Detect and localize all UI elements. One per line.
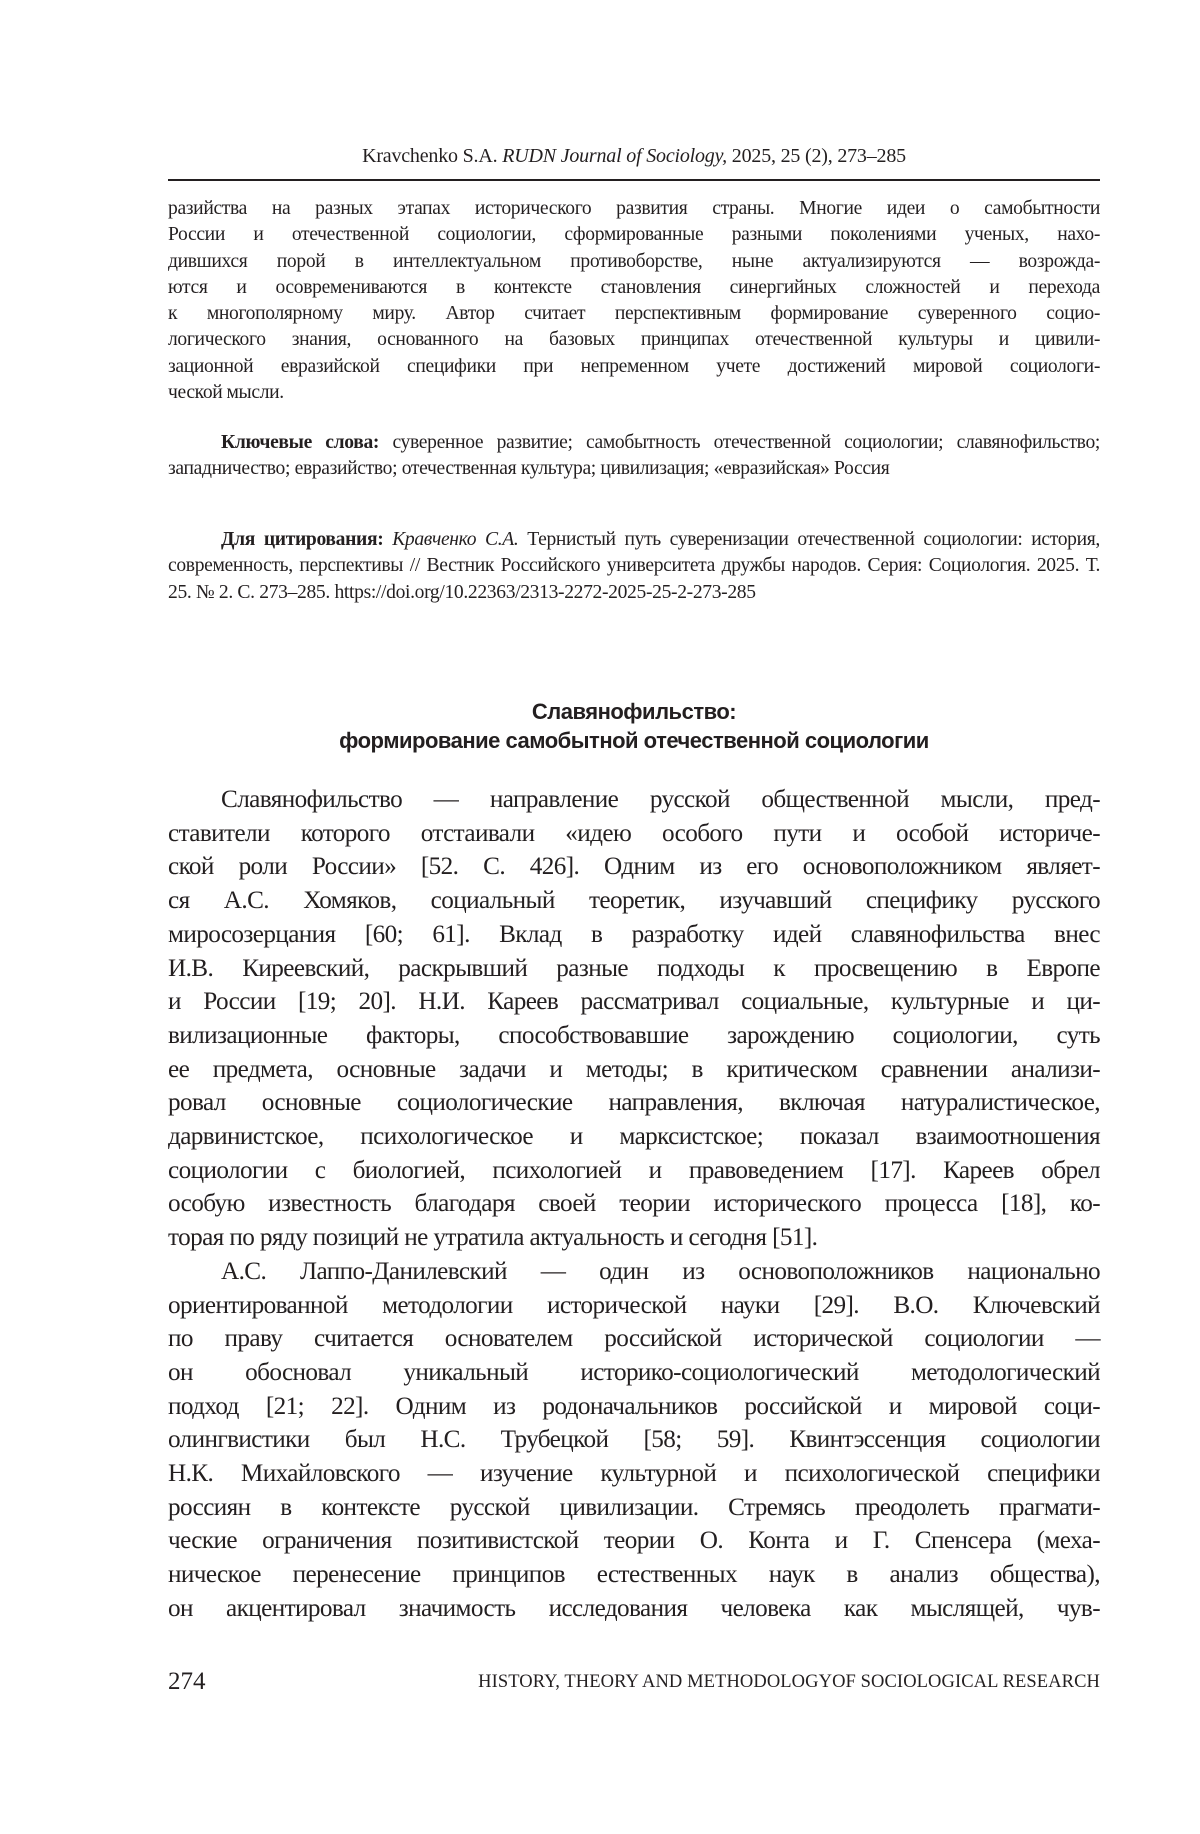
keywords xyxy=(168,430,1100,483)
running-head-author: Kravchenko S.A. xyxy=(362,145,498,167)
paragraph-1 xyxy=(168,783,1100,1255)
citation-author: Кравченко С.А. xyxy=(392,529,519,550)
keywords-text: суверенное развитие; самобытность отечественной социологии; славянофильство; западничество; евразийство; отечественная культура; цивилизация; «евразийская» Россия xyxy=(168,432,1100,480)
abstract-line: логического знания, основанного на базовых принципах отечественной культуры и цивили- xyxy=(168,329,1100,351)
citation-doi-link[interactable]: https://doi.org/10.22363/2313-2272-2025-25-2-273-285 xyxy=(334,581,756,603)
body-line: ническое перенесение принципов естественных наук в анализ общества), xyxy=(168,1561,1100,1589)
section-heading xyxy=(168,697,1100,755)
citation-label: Для цитирования: xyxy=(221,529,384,550)
abstract-line: зационной евразийской специфики при непременном учете достижений мировой социологи- xyxy=(168,355,1100,377)
abstract-line: дившихся порой в интеллектуальном противоборстве, ныне актуализируются — возрожда- xyxy=(168,250,1100,272)
body-line: он обосновал уникальный историко-социологический методологический xyxy=(168,1358,1100,1386)
body-line: ся А.С. Хомяков, социальный теоретик, изучавший специфику русского xyxy=(168,887,1100,915)
section-heading-line1: Славянофильство: xyxy=(531,699,737,724)
keywords-label: Ключевые слова: xyxy=(221,432,380,453)
body-line: дарвинистское, психологическое и марксистское; показал взаимоотношения xyxy=(168,1123,1100,1151)
body-line: миросозерцания [60; 61]. Вклад в разработку идей славянофильства внес xyxy=(168,920,1100,948)
abstract-line: разийства на разных этапах исторического развития страны. Многие идеи о самобытности xyxy=(168,198,1100,219)
header-rule xyxy=(168,179,1100,181)
abstract-continuation xyxy=(168,196,1100,406)
body-line: Славянофильство — направление русской общественной мысли, пред- xyxy=(221,786,1100,813)
abstract-line: ются и осовремениваются в контексте становления синергийных сложностей и перехода xyxy=(168,276,1100,298)
body-line: ее предмета, основные задачи и методы; в критическом сравнении анализи- xyxy=(168,1055,1100,1083)
body-line: и России [19; 20]. Н.И. Кареев рассматривал социальные, культурные и ци- xyxy=(168,988,1100,1016)
body-line: ческие ограничения позитивистской теории О. Конта и Г. Спенсера (меха- xyxy=(168,1527,1100,1555)
page-number: 274 xyxy=(168,1668,206,1695)
footer-section-name: HISTORY, THEORY AND METHODOLOGYOF SOCIOLOGICAL RESEARCH xyxy=(478,1672,1100,1692)
body-line: ской роли России» [52. С. 426]. Одним из его основоположником являет- xyxy=(168,853,1100,881)
paragraph-2 xyxy=(168,1255,1100,1626)
citation-text: Тернистый путь суверенизации отечественной социологии: история, современность, перспективы // Вестник Российского университета дружбы народов. Серия: Социология. 2025. Т. 25. № 2. С. 273–285. xyxy=(168,529,1100,603)
body-line: подход [21; 22]. Одним из родоначальников российской и мировой соци- xyxy=(168,1392,1100,1420)
abstract-line: России и отечественной социологии, сформированные разными поколениями ученых, нахо- xyxy=(168,224,1100,246)
running-head-journal: RUDN Journal of Sociology, xyxy=(502,145,727,167)
body-line: ставители которого отстаивали «идею особого пути и особой историче- xyxy=(168,819,1100,847)
section-heading-line2: формирование самобытной отечественной социологии xyxy=(339,728,929,753)
body-text xyxy=(168,783,1100,1626)
citation xyxy=(168,527,1100,606)
abstract-line: к многополярному миру. Автор считает перспективным формирование суверенного социо- xyxy=(168,303,1100,325)
body-line: торая по ряду позиций не утратила актуальность и сегодня [51]. xyxy=(168,1224,818,1252)
running-head-issue: 2025, 25 (2), 273–285 xyxy=(731,145,906,167)
body-line: он акцентировал значимость исследования человека как мыслящей, чув- xyxy=(168,1594,1100,1622)
body-line: россиян в контексте русской цивилизации. Стремясь преодолеть прагмати- xyxy=(168,1493,1100,1521)
body-line: олингвистики был Н.С. Трубецкой [58; 59]. Квинтэссенция социологии xyxy=(168,1426,1100,1454)
body-line: особую известность благодаря своей теории исторического процесса [18], ко- xyxy=(168,1190,1100,1218)
body-line: ориентированной методологии исторической науки [29]. В.О. Ключевский xyxy=(168,1291,1100,1319)
body-line: А.С. Лаппо-Данилевский — один из основоположников национально xyxy=(221,1257,1100,1285)
body-line: Н.К. Михайловского — изучение культурной и психологической специфики xyxy=(168,1460,1100,1488)
abstract-line: ческой мысли. xyxy=(168,382,284,404)
running-head xyxy=(168,145,1100,168)
body-line: социологии с биологией, психологией и правоведением [17]. Кареев обрел xyxy=(168,1156,1100,1184)
body-line: вилизационные факторы, способствовавшие зарождению социологии, суть xyxy=(168,1021,1100,1049)
body-line: ровал основные социологические направления, включая натуралистическое, xyxy=(168,1089,1100,1117)
body-line: по праву считается основателем российской исторической социологии — xyxy=(168,1325,1100,1353)
body-line: И.В. Киреевский, раскрывший разные подходы к просвещению в Европе xyxy=(168,954,1100,982)
